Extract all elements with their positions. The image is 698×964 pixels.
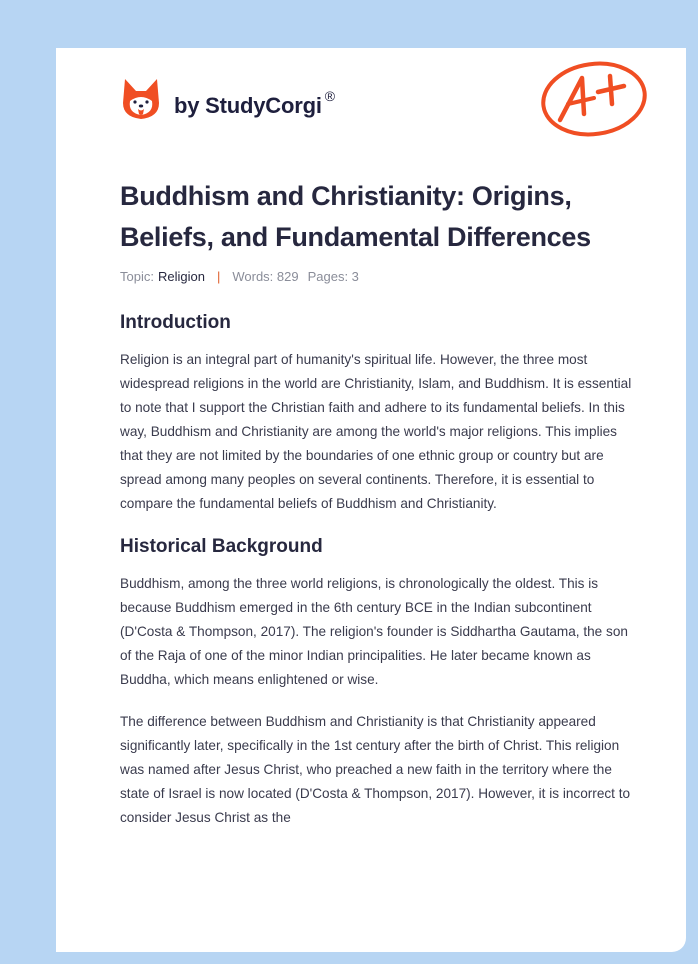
document-meta xyxy=(120,269,635,284)
word-count: Words: 829 xyxy=(232,269,299,284)
document-card xyxy=(56,48,686,952)
brand-text: by StudyCorgi xyxy=(174,93,322,118)
section-heading-introduction: Introduction xyxy=(120,312,231,333)
document-body xyxy=(120,176,635,848)
site-header xyxy=(122,74,335,124)
brand-name[interactable] xyxy=(174,88,335,119)
paragraph: Religion is an integral part of humanity's spiritual life. However, the three most widespread religions in the world are Christianity, Islam, and Buddhism. It is essential to note that I support the Christian faith and adhere to its fundamental beliefs. In this way, Buddhism and Christianity are among the world's major religions. This implies that they are not limited by the boundaries of one ethnic group or country but are spread among many peoples on several continents. Therefore, it is essential to compare the fundamental beliefs of Buddhism and Christianity. xyxy=(120,352,632,511)
paragraph: Buddhism, among the three world religions, is chronologically the oldest. This is because Buddhism emerged in the 6th century BCE in the Indian subcontinent (D'Costa & Thompson, 2017). The religion's founder is Siddhartha Gautama, the son of the Raja of one of the minor Indian principalities. He later became known as Buddha, which means enlightened or wise. xyxy=(120,576,628,687)
topic-label: Topic: xyxy=(120,269,154,284)
page-count: Pages: 3 xyxy=(307,269,359,284)
paragraph: The difference between Buddhism and Christianity is that Christianity appeared significantly later, specifically in the 1st century after the birth of Christ. This religion was named after Jesus Christ, who preached a new faith in the territory where the state of Israel is now located (D'Costa & Thompson, 2017). However, it is incorrect to consider Jesus Christ as the xyxy=(120,714,631,825)
section-heading-historical-background: Historical Background xyxy=(120,536,323,557)
a-plus-grade-icon xyxy=(538,58,650,140)
corgi-logo-icon[interactable] xyxy=(122,77,160,121)
meta-separator: | xyxy=(216,269,221,284)
page-title: Buddhism and Christianity: Origins, Beliefs, and Fundamental Differences xyxy=(120,181,591,252)
topic-link[interactable]: Religion xyxy=(157,269,205,284)
registered-mark: ® xyxy=(324,88,335,104)
